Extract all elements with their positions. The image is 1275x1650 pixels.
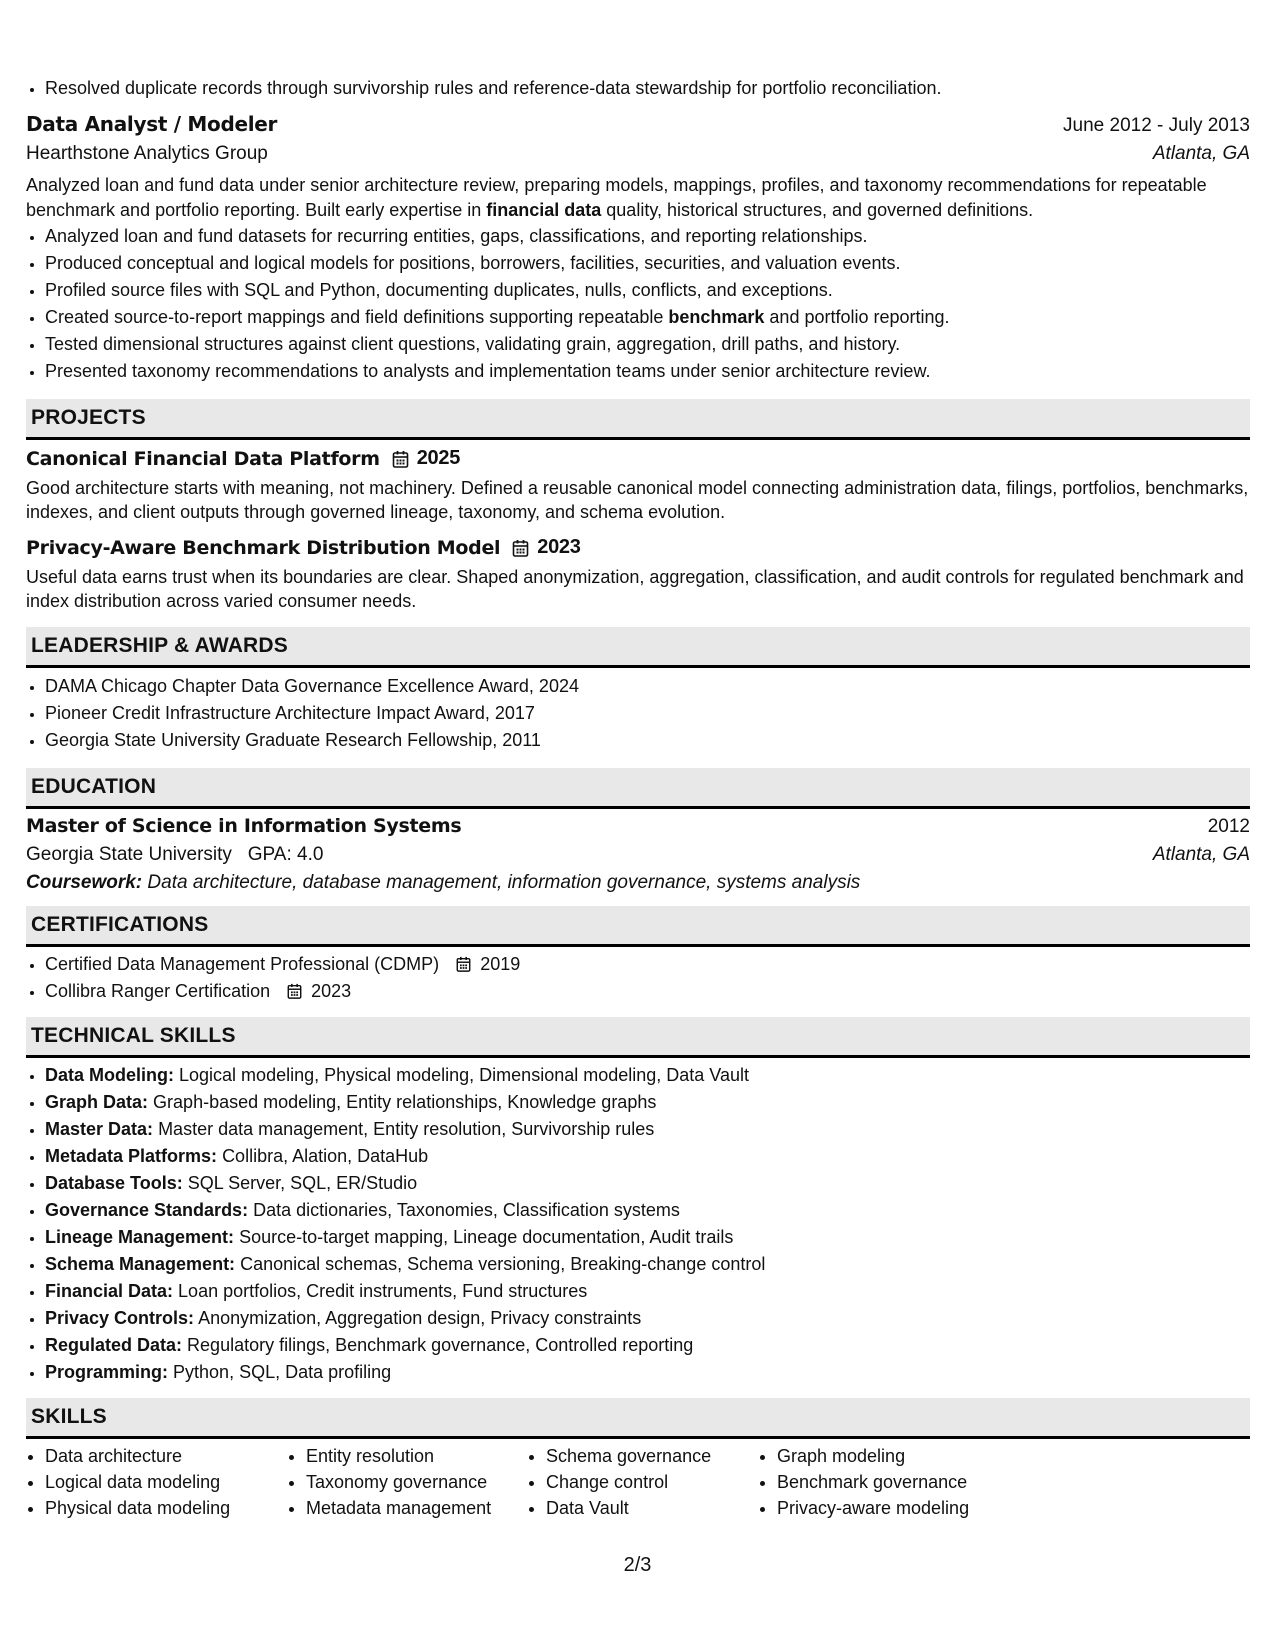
section-heading-skills: SKILLS bbox=[26, 1398, 1250, 1439]
certification-year: 2023 bbox=[311, 981, 352, 1001]
skills-column bbox=[758, 1443, 1018, 1521]
education-entry bbox=[26, 815, 1250, 894]
job-dates: June 2012 - July 2013 bbox=[1063, 115, 1250, 136]
gpa: GPA: 4.0 bbox=[247, 844, 324, 865]
skill-category: Metadata Platforms: bbox=[45, 1146, 218, 1166]
summary-text: quality, historical structures, and governed definitions. bbox=[601, 200, 1034, 220]
list-item: • Logical data modeling bbox=[45, 1469, 287, 1495]
project-name: Privacy-Aware Benchmark Distribution Model bbox=[26, 536, 501, 559]
degree-title: Master of Science in Information Systems bbox=[26, 815, 462, 837]
skill-category: Graph Data: bbox=[45, 1092, 149, 1112]
skills-column bbox=[527, 1443, 758, 1521]
list-item: • Taxonomy governance bbox=[306, 1469, 527, 1495]
list-item: • Produced conceptual and logical models for positions, borrowers, facilities, securities, and valuation events. bbox=[45, 250, 1250, 277]
list-item bbox=[45, 1305, 1250, 1332]
bullet-text: and portfolio reporting. bbox=[764, 307, 950, 327]
skill-category: Privacy Controls: bbox=[45, 1308, 195, 1328]
skill-values: Anonymization, Aggregation design, Privacy constraints bbox=[198, 1308, 642, 1328]
section-heading-certifications: CERTIFICATIONS bbox=[26, 906, 1250, 947]
section-heading-technical-skills: TECHNICAL SKILLS bbox=[26, 1017, 1250, 1058]
list-item: • Schema governance bbox=[546, 1443, 758, 1469]
list-item: • Analyzed loan and fund datasets for recurring entities, gaps, classifications, and reporting relationships. bbox=[45, 223, 1250, 250]
section-heading-projects: PROJECTS bbox=[26, 399, 1250, 440]
skill-category: Financial Data: bbox=[45, 1281, 174, 1301]
summary-bold: financial data bbox=[486, 200, 602, 220]
bullet-bold: benchmark bbox=[668, 307, 765, 327]
skill-values: Master data management, Entity resolution, Survivorship rules bbox=[158, 1119, 655, 1139]
list-item: • Entity resolution bbox=[306, 1443, 527, 1469]
list-item bbox=[45, 978, 1250, 1005]
skill-values: Graph-based modeling, Entity relationships, Knowledge graphs bbox=[153, 1092, 657, 1112]
skills-grid bbox=[26, 1443, 1250, 1521]
list-item bbox=[45, 1062, 1250, 1089]
company-name: Hearthstone Analytics Group bbox=[26, 143, 268, 164]
section-heading-awards: LEADERSHIP & AWARDS bbox=[26, 627, 1250, 668]
list-item: • Change control bbox=[546, 1469, 758, 1495]
list-item: • Data architecture bbox=[45, 1443, 287, 1469]
list-item bbox=[45, 1197, 1250, 1224]
job-summary bbox=[26, 173, 1250, 223]
project-entry bbox=[26, 447, 1250, 524]
job-bullets bbox=[26, 223, 1250, 385]
certification-year: 2019 bbox=[480, 954, 521, 974]
skill-category: Governance Standards: bbox=[45, 1200, 249, 1220]
summary-text: Analyzed loan and fund data under senior architecture review, preparing models, mappings, profiles, and taxonomy recommendations for repeatable benchmark and portfolio reporting. Built early expertise in bbox=[26, 175, 1207, 220]
previous-job-bullets bbox=[26, 75, 1250, 102]
certifications-list bbox=[26, 951, 1250, 1005]
skill-values: Logical modeling, Physical modeling, Dimensional modeling, Data Vault bbox=[179, 1065, 749, 1085]
coursework-label: Coursework: bbox=[26, 872, 143, 893]
list-item: • Physical data modeling bbox=[45, 1495, 287, 1521]
list-item: • Privacy-aware modeling bbox=[777, 1495, 1018, 1521]
list-item: • Resolved duplicate records through survivorship rules and reference-data stewardship for portfolio reconciliation. bbox=[45, 75, 1250, 102]
calendar-icon bbox=[456, 956, 471, 972]
certification-name: Collibra Ranger Certification bbox=[45, 981, 271, 1001]
project-year: 2025 bbox=[416, 447, 461, 469]
job-location: Atlanta, GA bbox=[1152, 143, 1250, 164]
list-item: • Georgia State University Graduate Research Fellowship, 2011 bbox=[45, 727, 1250, 754]
skill-values: Regulatory filings, Benchmark governance, Controlled reporting bbox=[187, 1335, 694, 1355]
list-item: • Tested dimensional structures against client questions, validating grain, aggregation, drill paths, and history. bbox=[45, 331, 1250, 358]
skill-values: Source-to-target mapping, Lineage documentation, Audit trails bbox=[239, 1227, 734, 1247]
list-item bbox=[45, 304, 1250, 331]
list-item bbox=[45, 1224, 1250, 1251]
list-item: • DAMA Chicago Chapter Data Governance Excellence Award, 2024 bbox=[45, 673, 1250, 700]
skill-values: Python, SQL, Data profiling bbox=[173, 1362, 392, 1382]
skill-category: Programming: bbox=[45, 1362, 169, 1382]
calendar-icon bbox=[287, 983, 302, 999]
list-item: • Pioneer Credit Infrastructure Architecture Impact Award, 2017 bbox=[45, 700, 1250, 727]
project-year: 2023 bbox=[537, 536, 581, 558]
skill-values: Canonical schemas, Schema versioning, Breaking-change control bbox=[240, 1254, 766, 1274]
list-item bbox=[45, 951, 1250, 978]
list-item bbox=[45, 1143, 1250, 1170]
list-item bbox=[45, 1359, 1250, 1386]
skill-category: Data Modeling: bbox=[45, 1065, 174, 1085]
school-location: Atlanta, GA bbox=[1152, 844, 1250, 865]
list-item: • Profiled source files with SQL and Python, documenting duplicates, nulls, conflicts, and exceptions. bbox=[45, 277, 1250, 304]
resume-page bbox=[26, 0, 1250, 1521]
list-item: • Benchmark governance bbox=[777, 1469, 1018, 1495]
coursework bbox=[26, 872, 1250, 894]
bullet-text: Created source-to-report mappings and field definitions supporting repeatable bbox=[45, 307, 669, 327]
skills-column bbox=[26, 1443, 287, 1521]
skill-values: Collibra, Alation, DataHub bbox=[222, 1146, 429, 1166]
technical-skills-list bbox=[26, 1062, 1250, 1386]
skill-values: SQL Server, SQL, ER/Studio bbox=[187, 1173, 418, 1193]
project-entry bbox=[26, 536, 1250, 613]
skill-category: Database Tools: bbox=[45, 1173, 183, 1193]
skill-values: Data dictionaries, Taxonomies, Classification systems bbox=[253, 1200, 680, 1220]
skill-category: Lineage Management: bbox=[45, 1227, 235, 1247]
project-name: Canonical Financial Data Platform bbox=[26, 447, 380, 470]
project-description: Useful data earns trust when its boundaries are clear. Shaped anonymization, aggregation, classification, and audit controls for regulated benchmark and index distribution across varied consumer needs. bbox=[26, 567, 1244, 611]
calendar-icon bbox=[392, 450, 409, 468]
job-title: Data Analyst / Modeler bbox=[26, 112, 278, 136]
list-item bbox=[45, 1170, 1250, 1197]
list-item bbox=[45, 1251, 1250, 1278]
list-item bbox=[45, 1089, 1250, 1116]
certification-name: Certified Data Management Professional (CDMP) bbox=[45, 954, 440, 974]
section-heading-education: EDUCATION bbox=[26, 768, 1250, 809]
list-item bbox=[45, 1332, 1250, 1359]
list-item: • Presented taxonomy recommendations to analysts and implementation teams under senior architecture review. bbox=[45, 358, 1250, 385]
project-description: Good architecture starts with meaning, not machinery. Defined a reusable canonical model connecting administration data, filings, portfolios, benchmarks, indexes, and client outputs through governed lineage, taxonomy, and schema evolution. bbox=[26, 478, 1249, 522]
job-entry bbox=[26, 112, 1250, 385]
school-name: Georgia State University bbox=[26, 844, 232, 865]
skill-category: Master Data: bbox=[45, 1119, 154, 1139]
graduation-year: 2012 bbox=[1207, 816, 1250, 837]
skill-category: Schema Management: bbox=[45, 1254, 236, 1274]
skill-values: Loan portfolios, Credit instruments, Fund structures bbox=[178, 1281, 588, 1301]
list-item bbox=[45, 1278, 1250, 1305]
page-number: 2/3 bbox=[623, 1554, 652, 1576]
coursework-list: Data architecture, database management, information governance, systems analysis bbox=[147, 872, 861, 893]
list-item: • Metadata management bbox=[306, 1495, 527, 1521]
list-item: • Data Vault bbox=[546, 1495, 758, 1521]
skill-category: Regulated Data: bbox=[45, 1335, 183, 1355]
awards-list bbox=[26, 673, 1250, 754]
calendar-icon bbox=[512, 539, 529, 557]
list-item bbox=[45, 1116, 1250, 1143]
list-item: • Graph modeling bbox=[777, 1443, 1018, 1469]
skills-column bbox=[287, 1443, 527, 1521]
